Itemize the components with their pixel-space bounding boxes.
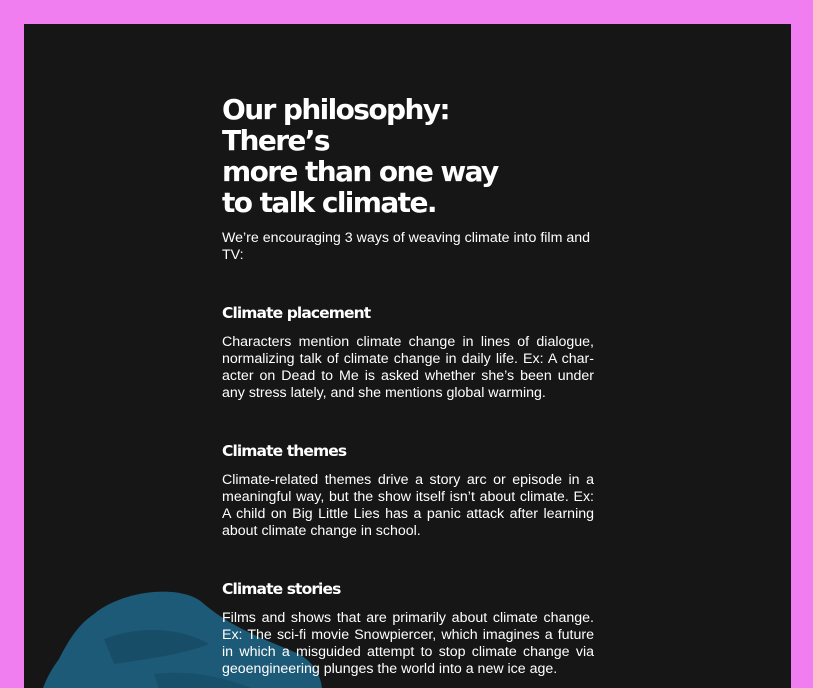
section-body: Films and shows that are primarily about climate change. Ex: The sci-fi movie Snowpiercer, which imagines a future in which a misguided attempt to stop climate change via geoengineering plunges the world into a new ice age. [222, 610, 594, 677]
section-heading: Climate stories [222, 580, 341, 598]
title-line: Our philosophy: There’s [222, 93, 450, 157]
page-title [222, 94, 562, 218]
section-heading: Climate placement [222, 304, 371, 322]
section-climate-stories [222, 580, 594, 678]
section-climate-placement [222, 304, 594, 402]
section-body: Climate-related themes drive a story arc or episode in a meaningful way, but the show itself isn’t about climate. Ex: A child on Big Little Lies has a panic attack after learning about climate change in school. [222, 472, 594, 539]
philosophy-section [222, 94, 594, 678]
section-body: Characters mention climate change in lines of dialogue, normalizing talk of climate change in daily life. Ex: A character on Dead to Me is asked whether she’s been under any stress lately, and she mentions global warming. [222, 334, 594, 401]
title-line: more than one way [222, 155, 498, 188]
intro-text: We’re encouraging 3 ways of weaving climate into film and TV: [222, 230, 591, 263]
title-line: to talk climate. [222, 186, 436, 219]
section-heading: Climate themes [222, 442, 347, 460]
content-panel [24, 24, 791, 688]
section-climate-themes [222, 442, 594, 540]
